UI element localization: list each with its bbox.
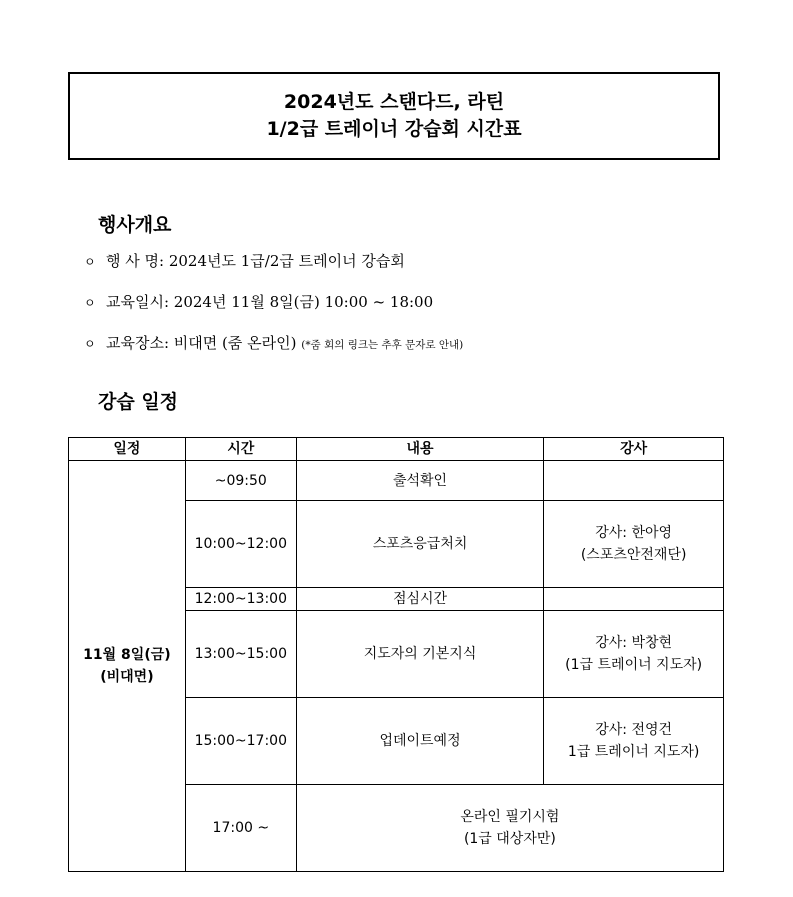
- bullet-icon: ㅇ: [84, 296, 96, 310]
- table-row: [69, 461, 724, 501]
- content-cell: [296, 785, 723, 872]
- instructor-cell: [544, 461, 724, 501]
- overview-label: 교육일시:: [106, 293, 170, 311]
- time-cell: ~09:50: [185, 461, 296, 501]
- time-cell: 17:00 ~: [185, 785, 296, 872]
- schedule-heading: 강습 일정: [98, 391, 179, 413]
- column-header-date: 일정: [69, 438, 186, 461]
- overview-item-datetime: [84, 291, 433, 312]
- date-line-2: (비대면): [100, 669, 154, 685]
- overview-value: 2024년도 1급/2급 트레이너 강습회: [168, 252, 405, 270]
- overview-value: 비대면 (줌 온라인): [173, 334, 297, 352]
- overview-note: (*줌 회의 링크는 추후 문자로 안내): [301, 339, 464, 351]
- instructor-line-1: 강사: 전영건: [595, 722, 673, 738]
- bullet-icon: ㅇ: [84, 337, 96, 351]
- instructor-cell: [544, 588, 724, 611]
- content-line-1: 지도자의 기본지식: [363, 646, 477, 662]
- content-cell: [296, 588, 544, 611]
- content-cell: [296, 461, 544, 501]
- time-cell: 13:00~15:00: [185, 611, 296, 698]
- instructor-cell: [544, 698, 724, 785]
- content-line-1: 스포츠응급처치: [372, 536, 468, 552]
- time-cell: 15:00~17:00: [185, 698, 296, 785]
- overview-heading: 행사개요: [98, 214, 172, 236]
- content-cell: [296, 501, 544, 588]
- overview-item-location: [84, 332, 463, 353]
- date-line-1: 11월 8일(금): [83, 647, 171, 663]
- instructor-line-1: 강사: 한아영: [595, 525, 673, 541]
- instructor-line-1: 강사: 박창현: [595, 635, 673, 651]
- overview-label: 교육장소:: [106, 334, 170, 352]
- title-line-2: 1/2급 트레이너 강습회 시간표: [266, 118, 522, 140]
- time-cell: 12:00~13:00: [185, 588, 296, 611]
- instructor-cell: [544, 611, 724, 698]
- schedule-table: [68, 437, 724, 872]
- content-line-1: 출석확인: [392, 472, 448, 489]
- content-line-2: (1급 대상자만): [463, 831, 556, 847]
- overview-item-event-name: [84, 250, 405, 271]
- overview-value: 2024년 11월 8일(금) 10:00 ~ 18:00: [173, 293, 434, 311]
- document-title-box: [68, 72, 720, 160]
- instructor-line-2: 1급 트레이너 지도자): [567, 744, 700, 760]
- content-line-1: 점심시간: [392, 591, 448, 607]
- column-header-time: 시간: [185, 438, 296, 461]
- time-cell: 10:00~12:00: [185, 501, 296, 588]
- bullet-icon: ㅇ: [84, 255, 96, 269]
- content-line-1: 온라인 필기시험: [460, 809, 560, 825]
- content-cell: [296, 698, 544, 785]
- title-line-1: 2024년도 스탠다드, 라틴: [283, 91, 505, 113]
- content-line-1: 업데이트예정: [379, 733, 461, 749]
- content-cell: [296, 611, 544, 698]
- column-header-instructor: 강사: [544, 438, 724, 461]
- instructor-line-2: (스포츠안전재단): [580, 547, 687, 563]
- date-cell: [69, 461, 186, 872]
- instructor-cell: [544, 501, 724, 588]
- column-header-content: 내용: [296, 438, 544, 461]
- table-header-row: [69, 438, 724, 461]
- overview-label: 행 사 명:: [106, 252, 165, 270]
- instructor-line-2: (1급 트레이너 지도자): [565, 657, 703, 673]
